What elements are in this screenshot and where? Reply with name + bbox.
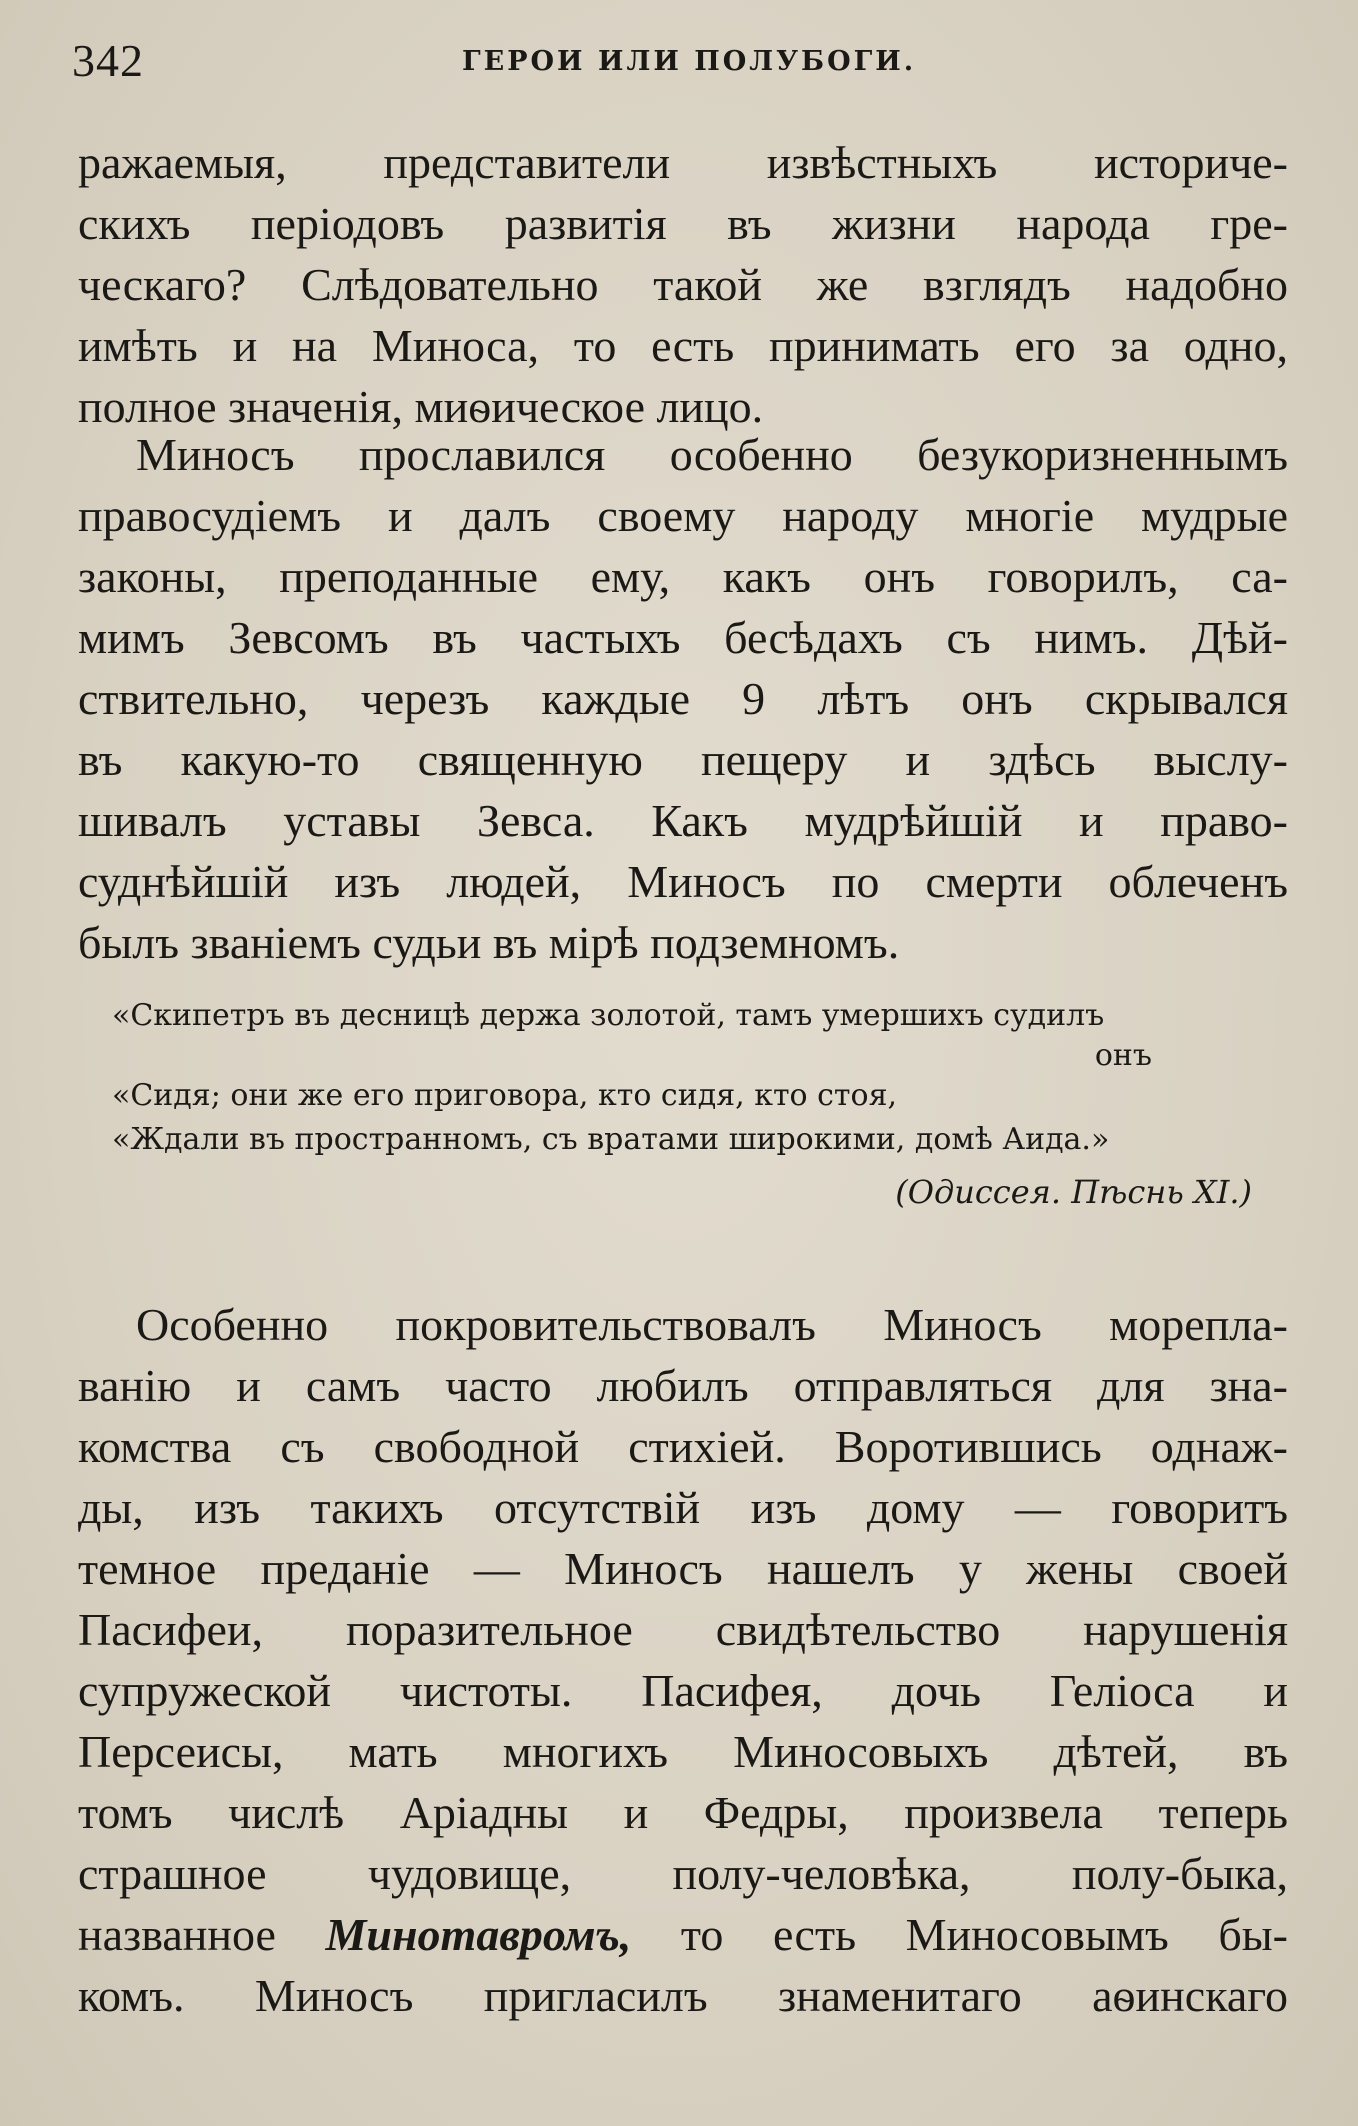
- text-line: ванію и самъ часто любилъ отправляться для зна-: [78, 1360, 1288, 1411]
- text-line: былъ званіемъ судьи въ мірѣ подземномъ.: [78, 917, 900, 968]
- text-line: ражаемыя, представители извѣстныхъ историче-: [78, 137, 1288, 188]
- text-line: комъ. Миносъ пригласилъ знаменитаго аѳинскаго: [78, 1970, 1288, 2021]
- text-line: имѣть и на Миноса, то есть принимать его за одно,: [78, 320, 1288, 371]
- text-line: ды, изъ такихъ отсутствій изъ дому — говоритъ: [78, 1482, 1288, 1533]
- text-line: ствительно, черезъ каждые 9 лѣтъ онъ скрывался: [78, 673, 1288, 724]
- text-line: правосудіемъ и далъ своему народу многіе мудрые: [78, 490, 1288, 541]
- text-line: комства съ свободной стихіей. Воротившись однаж-: [78, 1421, 1288, 1472]
- text-line: ческаго? Слѣдовательно такой же взглядъ надобно: [78, 259, 1288, 310]
- text-line: Пасифеи, поразительное свидѣтельство нарушенія: [78, 1604, 1288, 1655]
- text-run: то есть Миносовымъ бы-: [631, 1909, 1289, 1960]
- text-line: скихъ періодовъ развитія въ жизни народа гре-: [78, 198, 1288, 249]
- page-number: 342: [72, 35, 144, 86]
- paragraph-3: [78, 1294, 1288, 2026]
- verse-source: (Одиссея. Пѣснь XI.): [895, 1173, 1252, 1211]
- text-line: Миносъ прославился особенно безукоризненнымъ: [136, 429, 1288, 480]
- text-line: въ какую-то священную пещеру и здѣсь выслу-: [78, 734, 1288, 785]
- text-run: названное: [78, 1909, 326, 1960]
- verse-quotation: [112, 994, 1292, 1214]
- text-line: суднѣйшій изъ людей, Миносъ по смерти облеченъ: [78, 856, 1288, 907]
- verse-line: «Ждали въ пространномъ, съ вратами широкими, домѣ Аида.»: [112, 1122, 1110, 1157]
- text-line: шивалъ уставы Зевса. Какъ мудрѣйшій и право-: [78, 795, 1288, 846]
- text-line: темное преданіе — Миносъ нашелъ у жены своей: [78, 1543, 1288, 1594]
- text-line: страшное чудовище, полу-человѣка, полу-быка,: [78, 1848, 1288, 1899]
- text-line: томъ числѣ Аріадны и Федры, произвела теперь: [78, 1787, 1288, 1838]
- text-line: законы, преподанные ему, какъ онъ говорилъ, са-: [78, 551, 1288, 602]
- verse-line: «Сидя; они же его приговора, кто сидя, кто стоя,: [112, 1078, 898, 1113]
- running-head: [72, 34, 1312, 94]
- paragraph-2: [78, 424, 1288, 973]
- running-title: ГЕРОИ ИЛИ ПОЛУБОГИ.: [462, 46, 917, 77]
- text-line: [78, 1904, 1288, 1965]
- paragraph-1: [78, 132, 1288, 437]
- text-line: мимъ Зевсомъ въ частыхъ бесѣдахъ съ нимъ. Дѣй-: [78, 612, 1288, 663]
- text-line: Персеисы, мать многихъ Миносовыхъ дѣтей, въ: [78, 1726, 1288, 1777]
- verse-runover: онъ: [1094, 1038, 1152, 1073]
- emphasized-term: Минотавромъ,: [325, 1909, 632, 1960]
- text-line: полное значенія, миѳическое лицо.: [78, 381, 764, 432]
- text-line: Особенно покровительствовалъ Миносъ морепла-: [136, 1299, 1288, 1350]
- verse-line: «Скипетръ въ десницѣ держа золотой, тамъ умершихъ судилъ: [112, 998, 1105, 1033]
- text-line: супружеской чистоты. Пасифея, дочь Геліоса и: [78, 1665, 1288, 1716]
